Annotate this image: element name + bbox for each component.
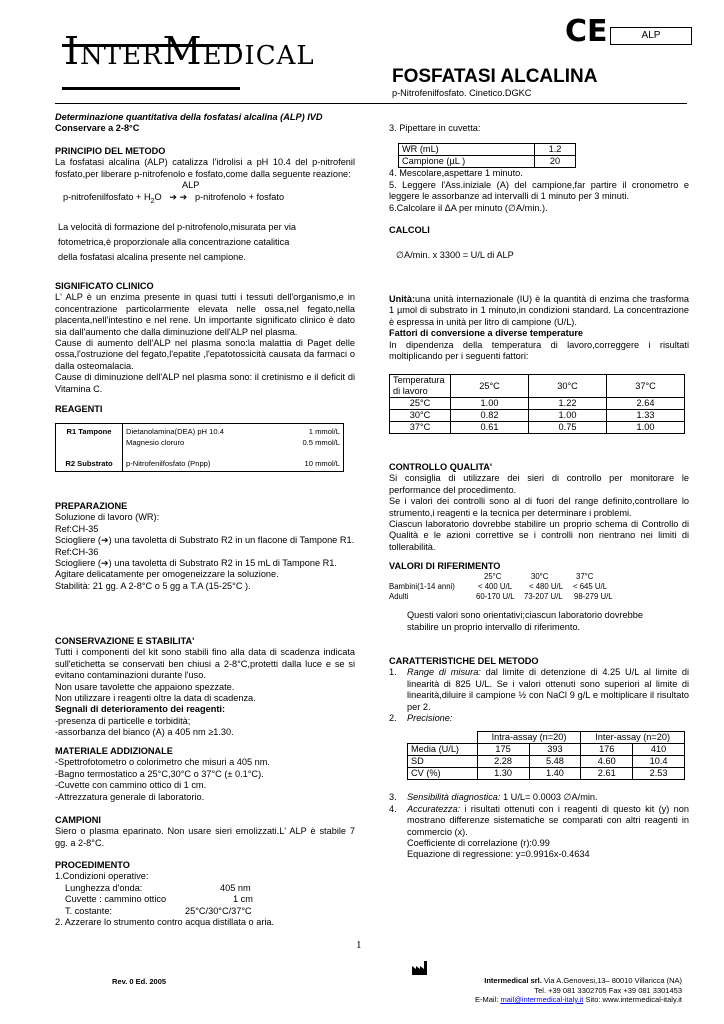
section-caratteristiche: CARATTERISTICHE DEL METODO 1. Range di misura: dal limite di detenzione di 4.25 U/L al limite di linearità di 825 U/L. Se i valori ottenuti sono superiori al limite di linearità,diluire il campione ½ con NaCl 9 g/L e moltiplicare il risultato per 2. 2. Precisione: Intra-assay (n=20) Inter-assay (n=20) Media (U/L) 175 393 176 410 SD 2.28 5.48 4.60 10.4 CV (%) 1.30 1.40 2.61 2.53 3. Sensibilità diagnostica: 1 U/L= 0.0003 ∅A/min. 4. Accuratezza: i risultati ottenuti con i reagenti di questo kit (y) non mostrano differenze sistematiche se comparati con altri reagenti in commercio (x). Coefficiente di correlazione (r):0.99 Equazione di regressione: y=0.9916x-0.4634 (389, 656, 690, 860)
section-unita: Unità:una unità internazionale (IU) è la quantità di enzima che trasforma 1 µmol di substrato in 1 minuto,in condizioni standard. La concentrazione è espressa in unità per litro di campione (U/L). Fattori di conversione a diverse temperature In dipendenza della temperatura di lavoro,correggere i risultati moltiplicando per i seguenti fattori: Temperatura di lavoro 25°C 30°C 37°C 25°C 1.00 1.22 2.64 30°C 0.82 1.00 1.33 37°C 0.61 0.75 1.00 (389, 294, 689, 433)
reagents-table: R1 Tampone Dietanolamina(DEA) pH 10.4 Magnesio cloruro 1 mmol/L 0.5 mmol/L R2 Substrato p-Nitrofenilfosfato (Pnpp) 10 mmol/L (55, 423, 344, 472)
intro: Determinazione quantitativa della fosfatasi alcalina (ALP) IVD Conservare a 2-8°C (55, 112, 323, 134)
section-conservazione: CONSERVAZIONE E STABILITA' Tutti i componenti del kit sono stabili fino alla data di scadenza indicata sull'etichetta se conservati ben chiusi a 2-8°C,protetti dalla luce e se si evitano contaminazioni durante l'uso. Non usare tavolette che appaiono spezzate. Non utilizzare i reagenti oltre la data di scadenza. Segnali di deterioramento dei reagenti: -presenza di particelle e torbidità; -assorbanza del bianco (A) a 405 nm ≥1.30. (55, 636, 355, 738)
section-procedimento: PROCEDIMENTO 1.Condizioni operative: Lunghezza d'onda: 405 nm Cuvette : cammino ottico 1 cm T. costante: 25°C/30°C/37°C 2. Azzerare lo strumento contro acqua distillata o aria. (55, 860, 275, 927)
pipetting-table: WR (mL) 1.2 Campione (µL ) 20 (398, 143, 576, 168)
page-subtitle: p-Nitrofenilfosfato. Cinetico.DGKC (392, 88, 532, 98)
revision: Rev. 0 Ed. 2005 (112, 977, 167, 986)
precision-table: Intra-assay (n=20) Inter-assay (n=20) Media (U/L) 175 393 176 410 SD 2.28 5.48 4.60 10.4 CV (%) 1.30 1.40 2.61 2.53 (407, 731, 685, 780)
section-reagenti: REAGENTI R1 Tampone Dietanolamina(DEA) pH 10.4 Magnesio cloruro 1 mmol/L 0.5 mmol/L R2 Substrato p-Nitrofenilfosfato (Pnpp) 10 mmol/L (55, 404, 355, 472)
section-materiale: MATERIALE ADDIZIONALE -Spettrofotometro o colorimetro che misuri a 405 nm. -Bagno termostatico a 25°C,30°C o 37°C (± 0.1°C). -Cuvette con cammino ottico di 1 cm. -Attrezzatura generale di laboratorio. (55, 746, 270, 802)
section-controllo: CONTROLLO QUALITA' Si consiglia di utilizzare dei sieri di controllo per monitorare le performance del procedimento. Se i valori dei controlli sono al di fuori del range definito,controllare lo strumento,i reagenti e la tecnica per determinare i problemi. Ciascun laboratorio dovrebbe stabilire un proprio schema di Controllo di Qualità e le azioni correttive se i controlli non rientrano nei limiti di tollerabilità. (389, 462, 689, 552)
section-principio: PRINCIPIO DEL METODO La fosfatasi alcalina (ALP) catalizza l'idrolisi a pH 10.4 del p-nitrofenil fosfato,per liberare p-nitrofenolo e fosfato,come dalla seguente reazione: ALP p-nitrofenilfosfato + $H_2O$ ➔ ➔ p-nitrofenolo + fosfato La velocità di formazione del p-nitrofenolo,misurata per via fotometrica,è proporzionale alla concentrazione catalitica della fosfatasi alcalina presente nel campione. (55, 146, 355, 262)
page-number: 1 (356, 939, 362, 951)
section-significato: SIGNIFICATO CLINICO L' ALP è un enzima presente in quasi tutti i tessuti dell'organismo,e in concentrazione particolarmente elevata nelle ossa,nel fegato,nella placenta,nell'intestino e nel rene. Un importante significato clinico è dato sia dall'aumento che dalla diminuzione dell'ALP nel plasma. Cause di aumento dell'ALP nel plasma sono:la malattia di Paget delle ossa,l'ostruzione del fegato,l'epatite ,l'epatotossicità causata da farmaci o dalla osteomalacia. Cause di diminuzione dell'ALP nel plasma sono: il cretinismo e il deficit di Vitamina C. (55, 281, 355, 394)
section-campioni: CAMPIONI Siero o plasma eparinato. Non usare sieri emolizzati.L' ALP è stabile 7 gg. a 2-8°C. (55, 815, 355, 848)
header-divider (55, 103, 687, 104)
pipetting: 3. Pipettare in cuvetta: WR (mL) 1.2 Campione (µL ) 20 4. Mescolare,aspettare 1 minuto. 5. Leggere l'Ass.iniziale (A) del campione,far partire il cronometro e leggere le assorbanze ad intervalli di 1 minuto per 3 minuti. 6.Calcolare il ΔA per minuto (∅A/min.). (389, 123, 689, 213)
product-code: ALP (610, 27, 692, 45)
section-calcoli: CALCOLI ∅A/min. x 3300 = U/L di ALP (389, 225, 514, 261)
section-preparazione: PREPARAZIONE Soluzione di lavoro (WR): Ref:CH-35 Sciogliere (➔) una tavoletta di Substrato R2 in un flacone di Tampone R1. Ref:CH-36 Sciogliere (➔) una tavoletta di Substrato R2 in 15 mL di Tampone R1. Agitare delicatamente per omogeneizzare la soluzione. Stabilità: 21 gg. A 2-8°C o 5 gg a T.A (15-25°C ). (55, 501, 355, 591)
email-link[interactable]: mail@intermedical-italy.it (500, 995, 584, 1004)
intermedical-logo: INTERMEDICAL (62, 40, 242, 90)
ce-mark: CE (565, 14, 608, 49)
company-info: Intermedical srl. Via A.Genovesi,13– 80010 Villaricca (NA) Tel. +39 081 3302705 Fax +39 081 3301453 E-Mail: mail@intermedical-italy.it Sito: www.intermedical-italy.it (475, 976, 682, 1004)
conversion-table: Temperatura di lavoro 25°C 30°C 37°C 25°C 1.00 1.22 2.64 30°C 0.82 1.00 1.33 37°C 0.61 0.75 1.00 (389, 374, 685, 434)
section-riferimento: VALORI DI RIFERIMENTO 25°C 30°C 37°C Bambini(1-14 anni) < 400 U/L < 480 U/L < 645 U/L Adulti 60-170 U/L 73-207 U/L 98-279 U/L Questi valori sono orientativi;ciascun laboratorio dovrebbe stabilire un proprio intervallo di riferimento. (389, 561, 643, 632)
manufacturer-icon (411, 960, 429, 976)
page-title: FOSFATASI ALCALINA (392, 66, 598, 87)
